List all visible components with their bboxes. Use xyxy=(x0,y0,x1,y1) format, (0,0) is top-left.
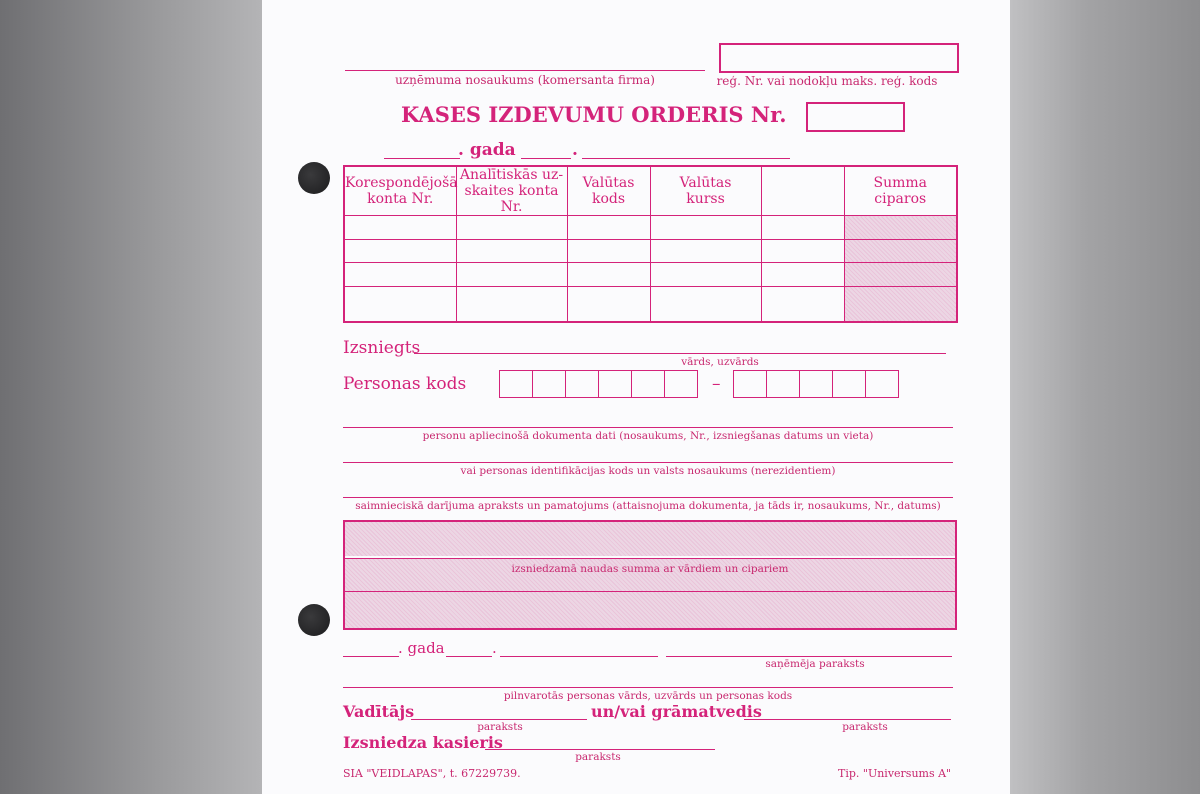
cell-sum-digits[interactable] xyxy=(844,239,957,263)
reg-caption: reģ. Nr. vai nodokļu maks. reģ. kods xyxy=(716,74,938,88)
issued-name-line[interactable] xyxy=(414,353,946,354)
cell-corresponding-account[interactable] xyxy=(344,286,456,322)
cell-analytical-account[interactable] xyxy=(456,286,567,322)
footer-date-month-line[interactable] xyxy=(446,656,492,657)
cell-currency-code[interactable] xyxy=(567,216,650,240)
cell-blank[interactable] xyxy=(761,216,844,240)
date-gada-label: . gada xyxy=(458,140,516,160)
accounts-table xyxy=(343,165,958,323)
digit-box[interactable] xyxy=(566,371,599,397)
cashier-label: Izsniedza kasieris xyxy=(343,733,503,752)
punch-hole-top xyxy=(298,162,330,194)
header-sum-digits: Summa ciparos xyxy=(844,166,957,216)
printer-imprint: Tip. "Universums A" xyxy=(838,767,952,780)
cell-currency-code[interactable] xyxy=(567,286,650,322)
footer-date-day-line[interactable] xyxy=(343,656,399,657)
digit-box[interactable] xyxy=(665,371,697,397)
table-row xyxy=(344,239,957,263)
date-day-line[interactable] xyxy=(384,158,460,159)
date-month-name-line[interactable] xyxy=(582,158,790,159)
receiver-sign-line[interactable] xyxy=(666,656,952,657)
amount-caption: izsniedzamā naudas summa ar vārdiem un cipariem xyxy=(511,563,789,575)
amount-strip-top[interactable] xyxy=(345,522,955,556)
cell-analytical-account[interactable] xyxy=(456,239,567,263)
date-dot-label: . xyxy=(572,140,578,160)
reg-number-box[interactable] xyxy=(719,43,959,73)
date-month-line[interactable] xyxy=(521,158,571,159)
amount-strip-bottom[interactable] xyxy=(345,592,955,628)
company-line[interactable] xyxy=(345,70,705,71)
digit-box[interactable] xyxy=(500,371,533,397)
director-label: Vadītājs xyxy=(343,702,415,721)
header-blank xyxy=(761,166,844,216)
footer-dot-label: . xyxy=(492,639,497,657)
doc-data-line[interactable] xyxy=(343,427,953,428)
digit-box[interactable] xyxy=(632,371,665,397)
accountant-sign-line[interactable] xyxy=(744,719,951,720)
scanner-background-left xyxy=(0,0,262,794)
header-currency-code: Valūtas kods xyxy=(567,166,650,216)
ident-code-caption: vai personas identifikācijas kods un valsts nosaukums (nerezidentiem) xyxy=(460,465,836,477)
table-row xyxy=(344,286,957,322)
cell-sum-digits[interactable] xyxy=(844,263,957,287)
receiver-sign-caption: saņēmēja paraksts xyxy=(765,658,865,670)
footer-gada-label: . gada xyxy=(398,639,445,657)
issued-label: Izsniegts xyxy=(343,338,421,358)
issued-caption: vārds, uzvārds xyxy=(681,356,759,368)
amount-box[interactable] xyxy=(343,520,957,630)
header-currency-rate: Valūtas kurss xyxy=(650,166,761,216)
digit-box[interactable] xyxy=(767,371,800,397)
table-row xyxy=(344,263,957,287)
transaction-caption: saimnieciskā darījuma apraksts un pamatojums (attaisnojuma dokumenta, ja tāds ir, nosaukums, Nr., datums) xyxy=(355,500,941,512)
authorized-caption: pilnvarotās personas vārds, uzvārds un personas kods xyxy=(503,690,793,702)
scanner-background-right xyxy=(1010,0,1200,794)
cell-sum-digits[interactable] xyxy=(844,216,957,240)
director-sign-caption: paraksts xyxy=(477,721,523,733)
director-sign-line[interactable] xyxy=(411,719,587,720)
accountant-sign-caption: paraksts xyxy=(842,721,888,733)
digit-box[interactable] xyxy=(599,371,632,397)
table-row xyxy=(344,216,957,240)
digit-box[interactable] xyxy=(833,371,866,397)
cell-currency-rate[interactable] xyxy=(650,286,761,322)
digit-box[interactable] xyxy=(800,371,833,397)
header-analytical-account: Analītiskās uz- skaites konta Nr. xyxy=(456,166,567,216)
cashier-sign-line[interactable] xyxy=(485,749,715,750)
authorized-line[interactable] xyxy=(343,687,953,688)
cell-blank[interactable] xyxy=(761,286,844,322)
order-number-box[interactable] xyxy=(806,102,905,132)
cell-blank[interactable] xyxy=(761,263,844,287)
publisher-imprint: SIA "VEIDLAPAS", t. 67229739. xyxy=(343,767,521,780)
cashier-sign-caption: paraksts xyxy=(575,751,621,763)
digit-box[interactable] xyxy=(533,371,566,397)
company-caption: uzņēmuma nosaukums (komersanta firma) xyxy=(395,73,655,87)
digit-box[interactable] xyxy=(734,371,767,397)
cell-currency-rate[interactable] xyxy=(650,263,761,287)
cell-analytical-account[interactable] xyxy=(456,216,567,240)
transaction-line[interactable] xyxy=(343,497,953,498)
cell-analytical-account[interactable] xyxy=(456,263,567,287)
cell-blank[interactable] xyxy=(761,239,844,263)
footer-date-month-name-line[interactable] xyxy=(500,656,658,657)
table-header-row xyxy=(344,166,957,216)
cell-currency-code[interactable] xyxy=(567,263,650,287)
digit-box[interactable] xyxy=(866,371,898,397)
doc-data-caption: personu apliecinošā dokumenta dati (nosaukums, Nr., izsniegšanas datums un vieta) xyxy=(422,430,874,442)
punch-hole-bottom xyxy=(298,604,330,636)
cell-corresponding-account[interactable] xyxy=(344,239,456,263)
ident-code-line[interactable] xyxy=(343,462,953,463)
form-title: KASES IZDEVUMU ORDERIS Nr. xyxy=(401,102,787,127)
cell-currency-code[interactable] xyxy=(567,239,650,263)
cell-sum-digits[interactable] xyxy=(844,286,957,322)
cell-currency-rate[interactable] xyxy=(650,216,761,240)
personal-code-right-boxes[interactable] xyxy=(733,370,899,398)
personal-code-label: Personas kods xyxy=(343,374,467,394)
header-corresponding-account: Korespondējošā konta Nr. xyxy=(344,166,456,216)
accountant-label: un/vai grāmatvedis xyxy=(591,702,762,721)
cell-currency-rate[interactable] xyxy=(650,239,761,263)
personal-code-left-boxes[interactable] xyxy=(499,370,698,398)
personal-code-separator: – xyxy=(712,374,721,394)
cell-corresponding-account[interactable] xyxy=(344,263,456,287)
cell-corresponding-account[interactable] xyxy=(344,216,456,240)
